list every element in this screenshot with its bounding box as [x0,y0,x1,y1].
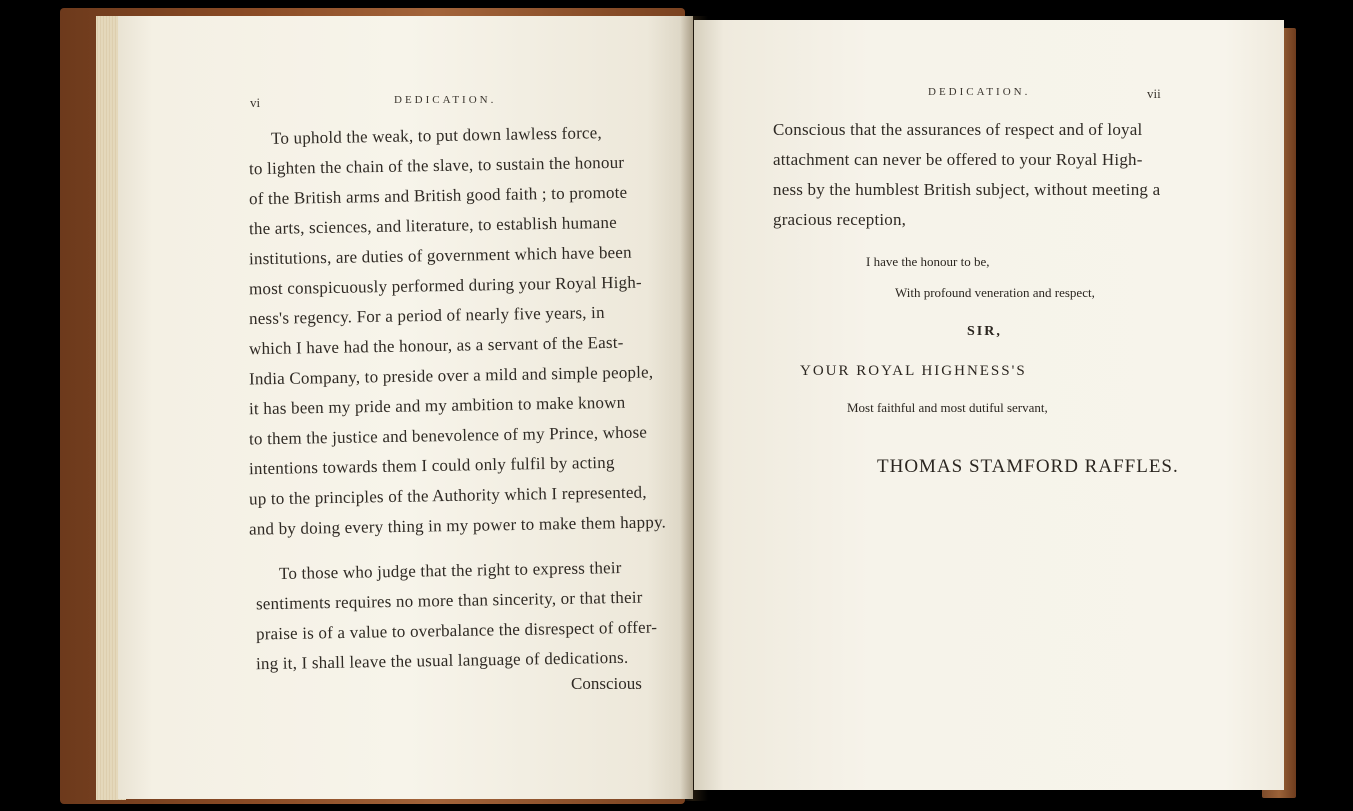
running-head: DEDICATION. [394,94,497,106]
right-page [694,20,1284,790]
text-line: attachment can never be offered to your Royal High- [773,150,1143,169]
text-line: most conspicuously performed during your Royal High- [248,272,642,299]
text-line: ing it, I shall leave the usual language of dedications. [255,647,629,674]
text-line: gracious reception, [773,210,907,229]
text-line: ness's regency. For a period of nearly five years, in [248,302,605,329]
text-line: of the British arms and British good faith ; to promote [248,182,628,209]
text-line: which I have had the honour, as a servant of the East- [248,332,624,359]
text-line: the arts, sciences, and literature, to establish humane [248,212,618,239]
text-line: praise is of a value to overbalance the disrespect of offer- [255,617,658,644]
closing-line: Most faithful and most dutiful servant, [847,400,1048,415]
catchword: Conscious [571,674,642,693]
page-number: vii [1147,86,1161,101]
text-line: To those who judge that the right to express their [278,558,622,583]
closing-line: With profound veneration and respect, [895,285,1095,300]
text-line: it has been my pride and my ambition to make known [248,392,626,419]
left-page [118,16,693,799]
addressee: YOUR ROYAL HIGHNESS'S [800,363,1027,379]
salutation: SIR, [967,324,1002,339]
text-line: up to the principles of the Authority which I represented, [248,482,647,509]
text-line: sentiments requires no more than sincerity, or that their [255,587,643,614]
text-line: Conscious that the assurances of respect and of loyal [773,120,1143,139]
closing-line: I have the honour to be, [866,254,990,269]
running-head: DEDICATION. [928,86,1031,98]
page-number: vi [250,95,261,110]
text-line: institutions, are duties of government which have been [248,242,632,269]
text-line: to lighten the chain of the slave, to sustain the honour [248,152,625,179]
text-line: To uphold the weak, to put down lawless force, [270,123,603,148]
text-line: ness by the humblest British subject, without meeting a [773,180,1161,199]
text-line: and by doing every thing in my power to make them happy. [248,512,667,539]
text-line: intentions towards them I could only fulfil by acting [248,452,615,479]
text-line: to them the justice and benevolence of my Prince, whose [248,422,648,449]
signature: THOMAS STAMFORD RAFFLES. [877,456,1179,477]
text-line: India Company, to preside over a mild and simple people, [248,362,654,389]
